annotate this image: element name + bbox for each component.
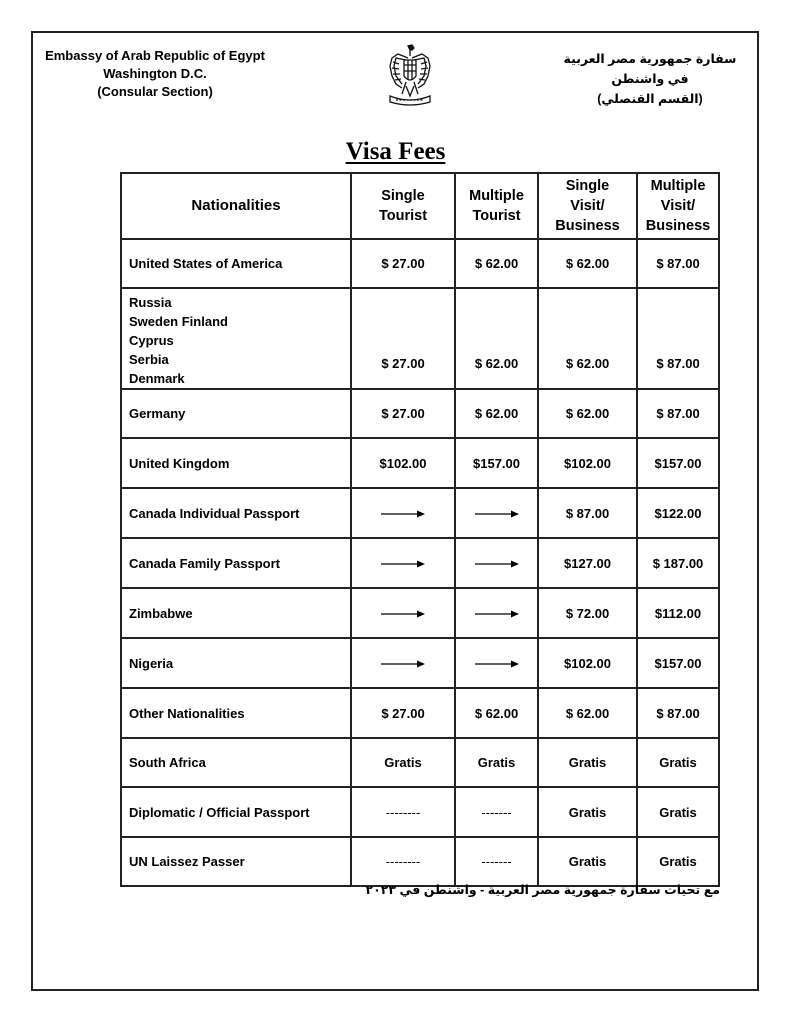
fee-cell <box>455 588 538 638</box>
fee-value: $ 27.00 <box>381 356 425 371</box>
header-line: Visit/ <box>660 198 696 214</box>
table-row <box>121 738 719 787</box>
header-line: Multiple <box>650 178 706 194</box>
fee-value: $ 87.00 <box>656 356 700 371</box>
header-line: Visit/ <box>570 198 605 214</box>
fee-value: Gratis <box>659 854 697 869</box>
nationality-cell <box>121 438 351 488</box>
table-row <box>121 688 719 738</box>
fee-value: Gratis <box>477 755 516 770</box>
fee-cell <box>351 239 455 288</box>
table-row <box>121 488 719 538</box>
fee-value: $ 87.00 <box>656 256 700 271</box>
header-nationalities: Nationalities <box>121 173 351 239</box>
fee-cell <box>455 288 538 389</box>
fee-cell <box>455 538 538 588</box>
header-line: Single <box>565 178 610 194</box>
fee-value: $ 72.00 <box>565 605 610 621</box>
nationality-name: Germany <box>129 406 186 421</box>
embassy-header-arabic <box>560 49 740 109</box>
fee-value: $ 27.00 <box>381 406 425 421</box>
nationality-name: Zimbabwe <box>129 605 193 621</box>
fee-value: $ 62.00 <box>565 406 610 421</box>
page-title-container <box>0 138 791 166</box>
table-row <box>121 288 719 389</box>
fee-cell <box>538 837 637 886</box>
fee-value: -------- <box>385 804 421 820</box>
header-arabic-line: في واشنطن <box>611 72 689 86</box>
fee-cell <box>637 787 719 837</box>
fee-cell <box>455 638 538 688</box>
nationality-cell <box>121 638 351 688</box>
header-arabic-line: (القسم القنصلي) <box>597 92 703 106</box>
header-single-visit-business <box>538 173 637 239</box>
fee-cell <box>351 588 455 638</box>
fee-cell <box>538 588 637 638</box>
footer-greeting: مع تحيات سفارة جمهورية مصر العربية - واشنطن في ٢٠٢٣ <box>365 883 720 897</box>
fee-cell <box>637 438 719 488</box>
nationality-cell <box>121 837 351 886</box>
fee-cell <box>351 688 455 738</box>
header-line: Tourist <box>378 208 428 224</box>
fee-cell <box>455 389 538 438</box>
fee-cell <box>637 538 719 588</box>
nationality-name: Serbia <box>129 352 169 367</box>
fee-cell <box>637 837 719 886</box>
fee-cell <box>538 239 637 288</box>
fee-cell <box>455 488 538 538</box>
fee-cell <box>538 389 637 438</box>
fee-cell <box>538 538 637 588</box>
nationality-cell <box>121 488 351 538</box>
fee-value: $157.00 <box>473 455 520 471</box>
fee-value: $ 62.00 <box>474 705 519 721</box>
fee-value: $ 87.00 <box>656 705 700 721</box>
right-arrow-icon <box>381 509 425 519</box>
fee-cell <box>538 288 637 389</box>
fee-cell <box>351 389 455 438</box>
table-row <box>121 588 719 638</box>
table-row <box>121 837 719 886</box>
header-arabic-line: سفارة جمهورية مصر العربية <box>563 52 737 66</box>
nationality-cell <box>121 239 351 288</box>
table-row <box>121 538 719 588</box>
fee-value: $ 62.00 <box>474 406 519 421</box>
header-line: Single <box>381 188 425 204</box>
fee-cell <box>637 288 719 389</box>
nationality-cell <box>121 787 351 837</box>
header-line: Multiple <box>469 188 524 204</box>
fee-value: $102.00 <box>564 455 611 471</box>
fee-cell <box>637 389 719 438</box>
fee-value: $102.00 <box>564 655 611 671</box>
fee-value: ------- <box>481 854 512 869</box>
nationality-cell <box>121 538 351 588</box>
nationality-name: United States of America <box>129 256 283 271</box>
header-line: Tourist <box>472 208 521 224</box>
fee-value: $ 62.00 <box>565 256 610 271</box>
fee-value: $ 62.00 <box>474 356 519 371</box>
fee-value: -------- <box>385 854 421 869</box>
table-row <box>121 239 719 288</box>
fee-cell <box>455 787 538 837</box>
nationality-name: Denmark <box>129 371 185 386</box>
fee-value: $ 87.00 <box>656 406 700 421</box>
fee-value: $ 62.00 <box>565 705 610 721</box>
nationality-name: Other Nationalities <box>129 705 245 721</box>
fee-value: $ 62.00 <box>474 256 519 271</box>
fee-cell <box>538 638 637 688</box>
nationality-name: Cyprus <box>129 333 174 348</box>
right-arrow-icon <box>381 609 425 619</box>
right-arrow-icon <box>475 509 519 519</box>
header-english-line: (Consular Section) <box>97 84 213 99</box>
fee-value: Gratis <box>659 804 697 820</box>
fee-value: $127.00 <box>564 555 611 571</box>
header-line: Business <box>555 218 620 234</box>
fee-value: $ 87.00 <box>565 505 610 521</box>
fee-value: $ 27.00 <box>381 256 425 271</box>
right-arrow-icon <box>475 659 519 669</box>
header-multiple-visit-business <box>637 173 719 239</box>
right-arrow-icon <box>475 609 519 619</box>
fee-cell <box>455 837 538 886</box>
nationality-name: Canada Family Passport <box>129 555 280 571</box>
fee-cell <box>538 787 637 837</box>
table-row <box>121 389 719 438</box>
fee-cell <box>351 438 455 488</box>
nationality-name: Nigeria <box>129 655 174 671</box>
table-body <box>121 239 719 886</box>
header-line: Business <box>645 218 711 234</box>
fee-value: Gratis <box>568 755 607 770</box>
fee-value: $157.00 <box>654 655 702 671</box>
fee-cell <box>351 837 455 886</box>
table-header-row <box>121 173 719 239</box>
fee-cell <box>351 738 455 787</box>
right-arrow-icon <box>475 559 519 569</box>
fee-value: $157.00 <box>654 455 702 471</box>
fee-cell <box>637 488 719 538</box>
fee-cell <box>538 488 637 538</box>
fee-value: $ 27.00 <box>381 705 425 721</box>
nationality-cell <box>121 588 351 638</box>
nationality-cell <box>121 288 351 389</box>
right-arrow-icon <box>381 659 425 669</box>
fee-value: Gratis <box>568 804 607 820</box>
fee-value: $ 62.00 <box>565 356 610 371</box>
nationality-cell <box>121 738 351 787</box>
nationality-name: South Africa <box>129 755 206 770</box>
table-row <box>121 787 719 837</box>
page-title: Visa Fees <box>345 138 446 165</box>
fee-value: $ 187.00 <box>652 555 704 571</box>
fee-cell <box>637 588 719 638</box>
nationality-cell <box>121 389 351 438</box>
embassy-header-english <box>40 47 270 101</box>
fee-cell <box>637 738 719 787</box>
header-english-line: Embassy of Arab Republic of Egypt <box>45 48 265 63</box>
fee-value: $112.00 <box>654 605 702 621</box>
fee-value: Gratis <box>659 755 697 770</box>
fee-cell <box>351 638 455 688</box>
fee-cell <box>351 787 455 837</box>
fee-cell <box>455 438 538 488</box>
nationality-name: United Kingdom <box>129 455 230 471</box>
fee-value: ------- <box>481 804 512 820</box>
fee-value: Gratis <box>568 854 607 869</box>
eagle-emblem-icon <box>384 42 436 108</box>
nationality-name: Canada Individual Passport <box>129 505 300 521</box>
fee-cell <box>637 239 719 288</box>
nationality-name: Diplomatic / Official Passport <box>129 804 310 820</box>
visa-fees-table <box>120 172 720 887</box>
fee-cell <box>351 488 455 538</box>
nationality-name: Russia <box>129 295 172 310</box>
fee-cell <box>637 638 719 688</box>
header-single-tourist <box>351 173 455 239</box>
nationality-name: UN Laissez Passer <box>129 854 245 869</box>
fee-cell <box>538 688 637 738</box>
table-row <box>121 638 719 688</box>
fee-cell <box>455 738 538 787</box>
fee-value: Gratis <box>384 755 422 770</box>
fee-cell <box>538 738 637 787</box>
nationality-name: Sweden Finland <box>129 314 228 329</box>
fee-cell <box>351 288 455 389</box>
fee-value: $122.00 <box>654 505 702 521</box>
header-english-line: Washington D.C. <box>103 66 207 81</box>
fee-value: $102.00 <box>379 455 427 471</box>
fee-cell <box>351 538 455 588</box>
fee-cell <box>538 438 637 488</box>
header-multiple-tourist <box>455 173 538 239</box>
fee-cell <box>455 688 538 738</box>
table-row <box>121 438 719 488</box>
fee-cell <box>637 688 719 738</box>
right-arrow-icon <box>381 559 425 569</box>
nationality-cell <box>121 688 351 738</box>
fee-cell <box>455 239 538 288</box>
